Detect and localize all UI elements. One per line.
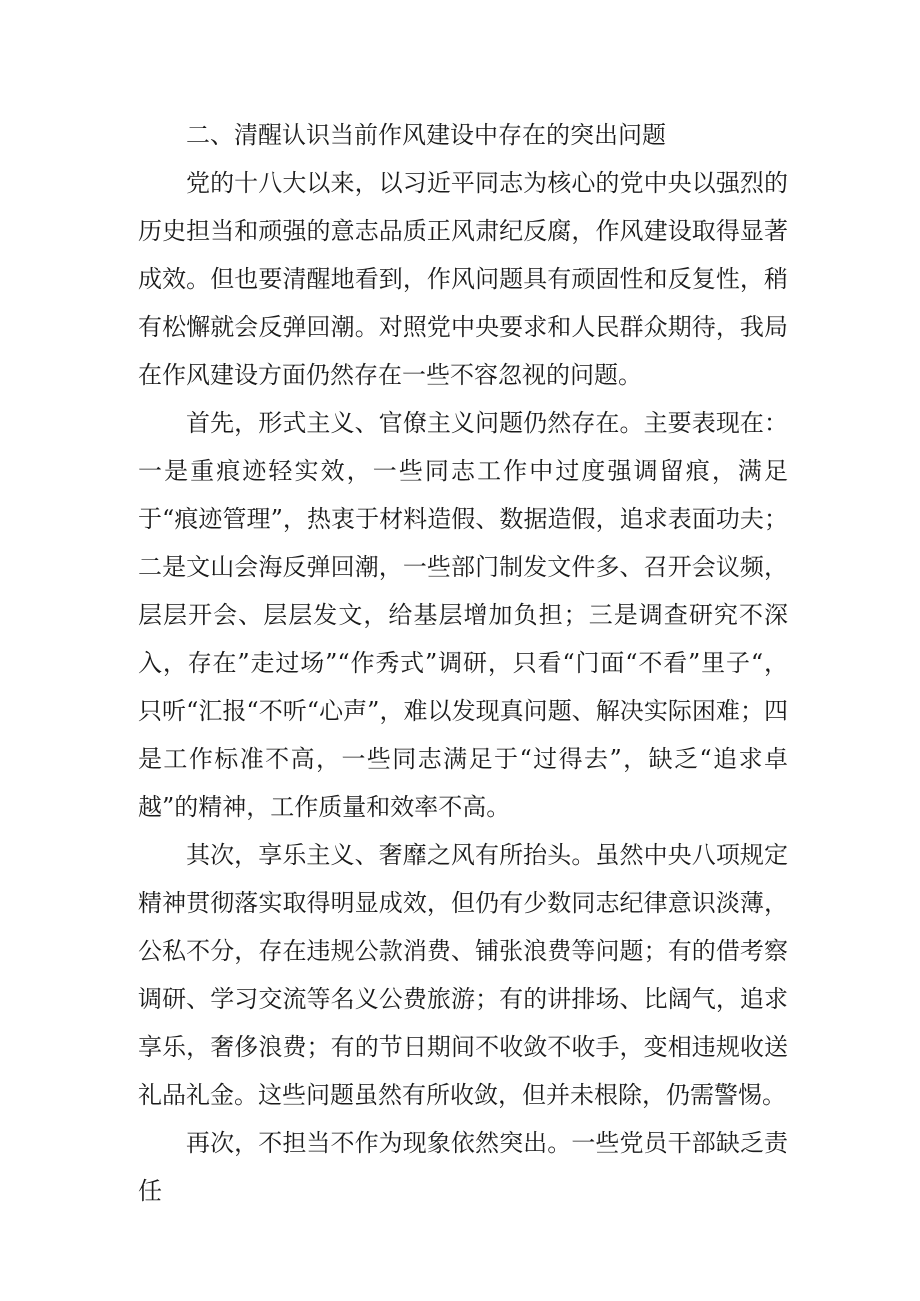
paragraph-hedonism: 其次，享乐主义、奢靡之风有所抬头。虽然中央八项规定精神贯彻落实取得明显成效，但仍有少数同志纪律意识淡薄，公私不分，存在违规公款消费、铺张浪费等问题；有的借考察调研、学习交流等名义公费旅游；有的讲排场、比阔气，追求享乐，奢侈浪费；有的节日期间不收敛不收手，变相违规收送礼品礼金。这些问题虽然有所收敛，但并未根除，仍需警惕。 (138, 841, 788, 1109)
paragraph-formalism: 首先，形式主义、官僚主义问题仍然存在。主要表现在：一是重痕迹轻实效，一些同志工作中过度强调留痕，满足于“痕迹管理”，热衷于材料造假、数据造假，追求表面功夫；二是文山会海反弹回潮，一些部门制发文件多、召开会议频，层层开会、层层发文，给基层增加负担；三是调查研究不深入，存在”走过场”“作秀式”调研，只看“门面“不看”里子“，只听“汇报“不听“心声”，难以发现真问题、解决实际困难；四是工作标准不高，一些同志满足于“过得去”，缺乏“追求卓越”的精神，工作质量和效率不高。 (138, 409, 788, 821)
paragraph-intro: 党的十八大以来，以习近平同志为核心的党中央以强烈的历史担当和顽强的意志品质正风肃纪反腐，作风建设取得显著成效。但也要清醒地看到，作风问题具有顽固性和反复性，稍有松懈就会反弹回潮。对照党中央要求和人民群众期待，我局在作风建设方面仍然存在一些不容忽视的问题。 (138, 169, 788, 389)
paragraph-inaction: 再次，不担当不作为现象依然突出。一些党员干部缺乏责任 (138, 1129, 788, 1205)
section-heading: 二、清醒认识当前作风建设中存在的突出问题 (186, 121, 666, 149)
document-body (138, 111, 788, 1215)
